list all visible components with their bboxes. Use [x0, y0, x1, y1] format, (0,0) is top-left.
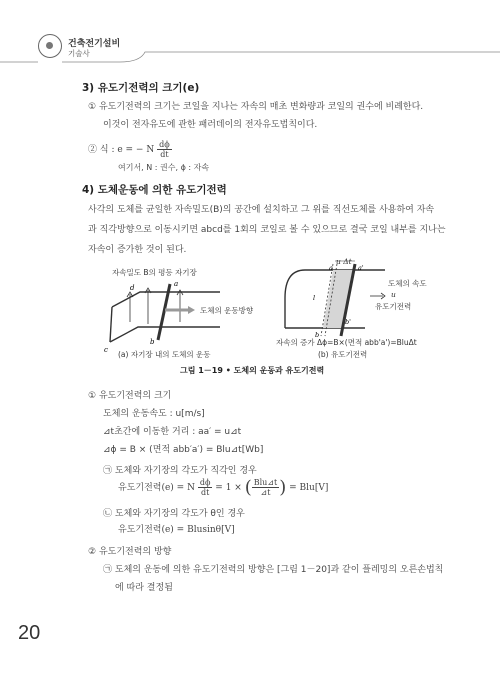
frac-num: dϕ [159, 140, 170, 149]
sublist-g2-num: ㉡ [103, 509, 113, 519]
sec4-para-line1: 사각의 도체를 균일한 자속밀도(B)의 공간에 설치하고 그 위를 직선도체를 사용하여 자속 [88, 205, 435, 215]
fig-b-flux-label: 자속의 증가 Δϕ=B×(면적 abb'a')=BluΔt [276, 338, 417, 347]
sec3-formula-fraction [157, 140, 172, 159]
page-number: 20 [18, 622, 41, 644]
list-item-1-line2: ⊿t초간에 이동한 거리 : aa′ = u⊿t [103, 427, 242, 437]
sublist-g3-line1: 도체의 운동에 의한 유도기전력의 방향은 [그림 1－20]과 같이 플레밍의 오른손법칙 [114, 565, 444, 575]
formula-1-frac-1 [198, 478, 213, 497]
sec4-para-line2: 과 직각방향으로 이동시키면 abcd를 1회의 코일로 볼 수 있으므로 결국 코일 내부를 지나는 [88, 225, 446, 235]
sec3-item1-line1: 유도기전력의 크기는 코일을 지나는 자속의 매초 변화량과 코일의 권수에 비례한다. [98, 102, 424, 112]
fig-b-letter-b-prime: b' [345, 318, 351, 326]
formula-1-frac-1-num: dϕ [199, 478, 211, 487]
frac-den: dt [160, 150, 169, 159]
list-item-1-line1: 도체의 운동속도 : u[m/s] [103, 409, 205, 419]
fig-b-letter-b: b [315, 331, 320, 339]
list-item-2-num: ② [88, 547, 97, 557]
sec4-para-line3: 자속이 증가한 것이 된다. [88, 245, 187, 255]
fig-b-speed-label: 도체의 속도 [388, 279, 427, 288]
fig-a-letter-d: d [130, 284, 135, 292]
fig-b-u-label: u [391, 290, 396, 299]
sec3-formula-prefix: 식 : e = − N [99, 145, 155, 155]
formula-1-prefix: 유도기전력(e) = N [118, 483, 195, 493]
section-4-heading: 4) 도체운동에 의한 유도기전력 [82, 184, 227, 196]
formula-1-frac-2-den: ⊿t [260, 488, 271, 497]
sublist-g2-text: 도체와 자기장의 각도가 θ인 경우 [114, 509, 245, 519]
fig-b-caption: (b) 유도기전력 [318, 350, 368, 359]
sublist-g3-line2: 에 따라 결정됨 [115, 583, 173, 593]
sec3-item1-num: ① [88, 102, 97, 112]
figure-caption: 그림 1－19 • 도체의 운동과 유도기전력 [180, 366, 325, 375]
list-item-1-text: 유도기전력의 크기 [98, 391, 172, 401]
fig-a-letter-c: c [104, 346, 108, 354]
list-item-2-text: 유도기전력의 방향 [98, 547, 172, 557]
sublist-g3 [103, 562, 498, 579]
formula-theta: 유도기전력(e) = Blusinθ[V] [118, 525, 235, 535]
fig-a-field-label: 자속밀도 B의 평등 자기장 [112, 268, 197, 277]
sublist-g2 [103, 506, 245, 523]
sublist-g1-text: 도체와 자기장의 각도가 직각인 경우 [114, 466, 257, 476]
sec3-item1-line2: 이것이 전자유도에 관한 패러데이의 전자유도법칙이다. [103, 120, 318, 130]
sublist-g1-num: ㉠ [103, 466, 113, 476]
list-item-1-title [88, 388, 171, 405]
formula-1-post: = Blu[V] [289, 483, 329, 493]
formula-right-angle: 유도기전력(e) = N $\frac{d\phi}{dt}$ = 1 × ( $\frac{\text{Blu⊿t}}{⊿t}$ ) = Blu[V] [118, 477, 329, 498]
sublist-g3-num: ㉠ [103, 565, 113, 575]
section-3-heading: 3) 유도기전력의 크기(e) [82, 82, 200, 94]
header-title: 건축전기설비 [68, 39, 121, 49]
fig-b-dist-label: u Δt [336, 257, 352, 266]
sec3-item2-num: ② [88, 145, 98, 155]
header-subtitle: 기술사 [68, 49, 90, 58]
fig-b-emf-label: 유도기전력 [375, 302, 412, 311]
list-item-1-num: ① [88, 391, 97, 401]
sec3-item1 [88, 99, 488, 116]
list-item-1-line3: ⊿ϕ = B × (면적 abb′a′) = Blu⊿t[Wb] [103, 445, 264, 455]
fig-b-letter-a-prime: a' [358, 264, 364, 272]
sec3-item2 [88, 140, 172, 159]
fig-a-caption: (a) 자기장 내의 도체의 운동 [118, 350, 211, 359]
fig-b-letter-l: l [313, 294, 316, 302]
formula-1-frac-1-den: dt [200, 488, 210, 497]
fig-a-letter-b: b [150, 338, 155, 346]
formula-1-frac-2-num: Blu⊿t [253, 478, 278, 487]
fig-b-letter-a: a [329, 264, 333, 272]
sec3-note: 여기서, N : 권수, ϕ : 자속 [118, 163, 210, 172]
fig-a-motion-label: 도체의 운동방향 [200, 306, 254, 315]
fig-a-letter-a: a [174, 280, 179, 288]
list-item-2-title [88, 544, 171, 561]
formula-1-frac-2 [252, 478, 280, 497]
formula-1-mid: = 1 × [215, 483, 242, 493]
